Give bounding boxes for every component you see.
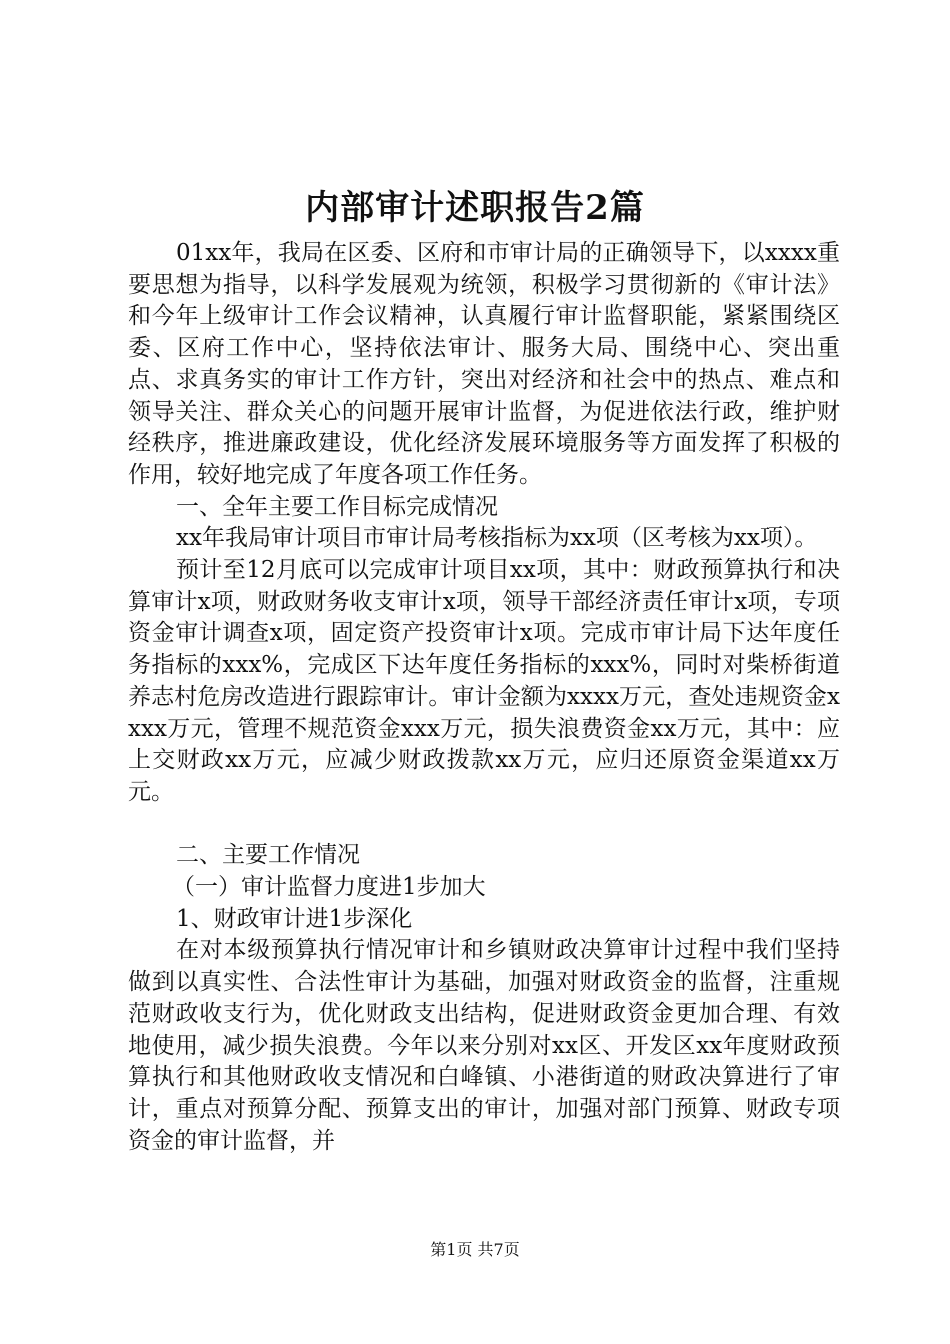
section-heading-1: 一、全年主要工作目标完成情况 [176, 493, 498, 520]
blank-line [128, 809, 840, 841]
section-heading-2: 二、主要工作情况 [176, 842, 360, 869]
document-body [128, 238, 840, 1157]
subsection-heading-1: （一）审计监督力度进1步加大 [172, 874, 486, 901]
document-title: 内部审计述职报告2篇 [305, 188, 645, 228]
finance-audit-paragraph: 在对本级预算执行情况审计和乡镇财政决算审计过程中我们坚持做到以真实性、合法性审计为基础，加强对财政资金的监督，注重规范财政收支行为，优化财政支出结构，促进财政资金更加合理、有效地使用，减少损失浪费。今年以来分别对xx区、开发区xx年度财政预算执行和其他财政收支情况和白峰镇、小港街道的财政决算进行了审计，重点对预算分配、预算支出的审计，加强对部门预算、财政专项资金的审计监督，并 [128, 937, 840, 1154]
completion-paragraph: 预计至12月底可以完成审计项目xx项，其中：财政预算执行和决算审计x项，财政财务收支审计x项，领导干部经济责任审计x项，专项资金审计调查x项，固定资产投资审计x项。完成市审计局下达年度任务指标的xxx%，完成区下达年度任务指标的xxx%，同时对柴桥街道养志村危房改造进行跟踪审计。审计金额为xxxx万元，查处违规资金xxxx万元，管理不规范资金xxx万元，损失浪费资金xx万元，其中：应上交财政xx万元，应减少财政拨款xx万元，应归还原资金渠道xx万元。 [128, 557, 840, 805]
item-heading-1: 1、财政审计进1步深化 [176, 905, 413, 932]
intro-paragraph: 01xx年，我局在区委、区府和市审计局的正确领导下，以xxxx重要思想为指导，以科学发展观为统领，积极学习贯彻新的《审计法》和今年上级审计工作会议精神，认真履行审计监督职能，紧紧围绕区委、区府工作中心，坚持依法审计、服务大局、围绕中心、突出重点、求真务实的审计工作方针，突出对经济和社会中的热点、难点和领导关注、群众关心的问题开展审计监督，为促进依法行政，维护财经秩序，推进廉政建设，优化经济发展环境服务等方面发挥了积极的作用，较好地完成了年度各项工作任务。 [128, 240, 840, 488]
page-footer: 第1页 共7页 [430, 1240, 520, 1259]
target-paragraph: xx年我局审计项目市审计局考核指标为xx项（区考核为xx项）。 [176, 525, 818, 552]
